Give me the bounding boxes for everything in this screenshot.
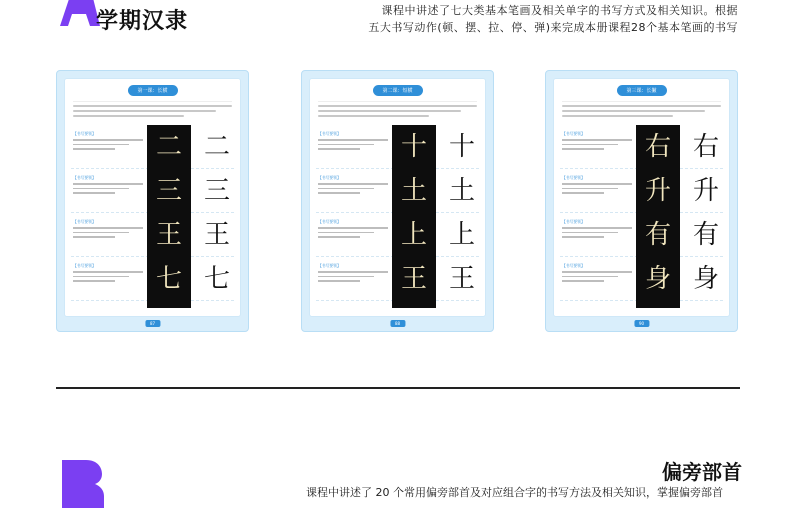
model-char: 土: [448, 176, 475, 206]
section-b-title: 偏旁部首: [662, 460, 742, 484]
book-page-preview-1: [56, 70, 249, 332]
practice-row: 【书写要领】: [71, 213, 234, 257]
model-char: 王: [203, 220, 230, 250]
practice-grid: [71, 125, 234, 308]
model-char: 有: [692, 220, 719, 250]
rubbing-char: 有: [644, 220, 671, 250]
rubbing-char: 三: [155, 176, 182, 206]
page-number: 87: [145, 320, 160, 327]
model-char: 三: [203, 176, 230, 206]
section-a-description: [368, 2, 738, 36]
rubbing-char: 王: [400, 264, 427, 294]
practice-row: 【书写要领】: [560, 213, 723, 257]
model-char: 上: [448, 220, 475, 250]
practice-row: 【书写要领】: [71, 257, 234, 301]
rubbing-char: 王: [155, 220, 182, 250]
page-sheet: [64, 78, 241, 317]
page-sheet: [309, 78, 486, 317]
lesson-intro-text: [562, 101, 721, 119]
model-char: 王: [448, 264, 475, 294]
model-char: 右: [692, 132, 719, 162]
rubbing-char: 升: [644, 176, 671, 206]
model-char: 升: [692, 176, 719, 206]
rubbing-column: [636, 125, 680, 308]
rubbing-char: 右: [644, 132, 671, 162]
section-b-letter-logo: [58, 460, 106, 508]
practice-row: 【书写要领】: [560, 169, 723, 213]
practice-row: 【书写要领】: [71, 125, 234, 169]
model-char: 七: [203, 264, 230, 294]
rubbing-char: 上: [400, 220, 427, 250]
section-b-description: 课程中讲述了 20 个常用偏旁部首及对应组合字的书写方法及相关知识，掌握偏旁部首: [306, 486, 723, 499]
section-divider: [56, 387, 740, 389]
practice-row: 【书写要领】: [316, 257, 479, 301]
model-char: 二: [203, 132, 230, 162]
rubbing-char: 二: [155, 132, 182, 162]
rubbing-char: 七: [155, 264, 182, 294]
practice-row: 【书写要领】: [316, 169, 479, 213]
lesson-banner: 第三课：长撇: [616, 85, 666, 96]
page-number: 88: [390, 320, 405, 327]
rubbing-char: 身: [644, 264, 671, 294]
section-a-description-line1: 课程中讲述了七大类基本笔画及相关单字的书写方式及相关知识。根据: [381, 4, 738, 17]
section-a-letter-logo: [56, 0, 100, 26]
practice-grid: [316, 125, 479, 308]
practice-row: 【书写要领】: [71, 169, 234, 213]
practice-row: 【书写要领】: [316, 125, 479, 169]
book-page-preview-2: [301, 70, 494, 332]
book-page-preview-3: [545, 70, 738, 332]
practice-grid: [560, 125, 723, 308]
lesson-intro-text: [73, 101, 232, 119]
rubbing-column: [392, 125, 436, 308]
lesson-banner: 第一课：长横: [127, 85, 177, 96]
practice-row: 【书写要领】: [560, 257, 723, 301]
section-a-title: 学期汉隶: [96, 9, 189, 34]
practice-row: 【书写要领】: [560, 125, 723, 169]
lesson-banner: 第二课：短横: [372, 85, 422, 96]
practice-row: 【书写要领】: [316, 213, 479, 257]
section-a-description-line2: 五大书写动作(顿、摆、拉、停、弹)来完成本册课程28个基本笔画的书写: [368, 21, 738, 34]
model-char: 十: [448, 132, 475, 162]
rubbing-char: 土: [400, 176, 427, 206]
page-number: 90: [634, 320, 649, 327]
lesson-intro-text: [318, 101, 477, 119]
page-sheet: [553, 78, 730, 317]
rubbing-char: 十: [400, 132, 427, 162]
rubbing-column: [147, 125, 191, 308]
model-char: 身: [692, 264, 719, 294]
